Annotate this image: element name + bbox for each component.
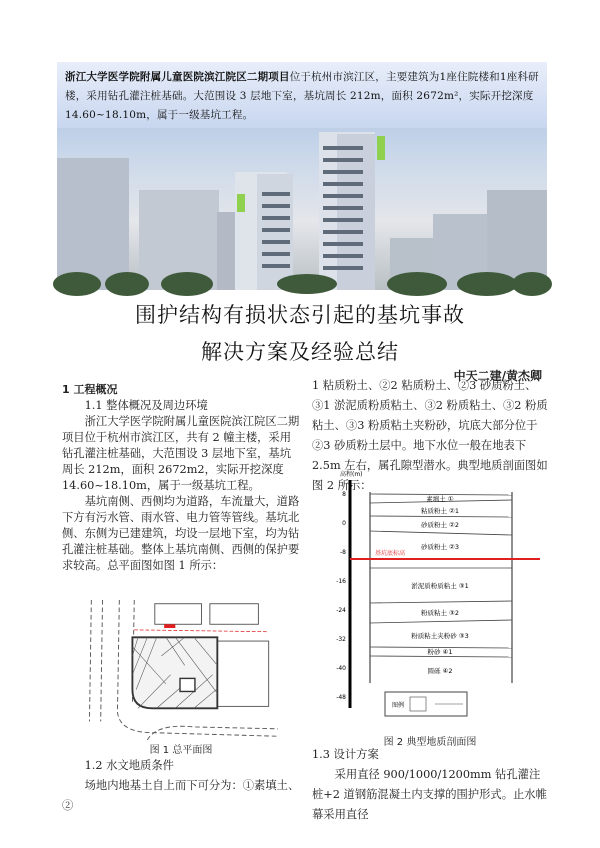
banner-lead: 浙江大学医学院附属儿童医院滨江院区二期项目	[65, 71, 290, 83]
banner-text: 位于杭州市滨江区，主要建筑为1座住院楼和1座科研楼，采用钻孔灌注桩基础。大范围设 3 层地下室，基坑周长 212m，面积 2672m²，实际开挖深度 14.60~18.10m，属于一级基坑工程。	[65, 71, 539, 121]
layer-label: 淤泥质粉质粘土 ③1	[411, 582, 469, 590]
paragraph: 采用直径 900/1000/1200mm 钻孔灌注桩+2 道钢筋混凝土内支撑的围护形式。止水帷幕采用直径	[312, 768, 547, 821]
axis-tick-label: -16	[336, 578, 346, 585]
axis-title: 高程(m)	[340, 471, 363, 478]
hero-banner	[57, 62, 547, 290]
article-title-line2: 解决方案及经验总结	[201, 340, 399, 364]
section-heading-1-1: 1.1 整体概况及周边环境	[84, 399, 208, 412]
banner-summary	[57, 62, 547, 128]
layer-label: 粉质粘土夹粉砂 ③3	[411, 632, 469, 640]
layer-label: 素填土 ①	[426, 495, 454, 503]
figure-1-site-plan	[82, 600, 278, 740]
layer-label: 砂质粉土 ②2	[420, 521, 460, 529]
axis-tick-label: -8	[340, 549, 346, 556]
paragraph: 基坑南侧、西侧均为道路，车流量大，道路下方有污水管、雨水管、电力管等管线。基坑北侧、东侧为已建建筑，均设一层地下室，均为钻孔灌注桩基础。整体上基坑南侧、西侧的保护要求较高。总平面图如图 1 所示：	[62, 495, 300, 572]
axis-tick-label: -32	[336, 636, 346, 643]
layer-label: 砂质粉土 ②3	[420, 543, 460, 551]
axis-tick-label: -40	[336, 665, 346, 672]
figure-2-caption: 图 2 典型地质剖面图	[383, 737, 477, 748]
article-title-line1: 围护结构有损状态引起的基坑事故	[135, 303, 465, 327]
section-heading-1-2: 1.2 水文地质条件	[84, 759, 174, 772]
excavation-label: 基坑底标高	[375, 550, 406, 557]
legend-label: 图例	[392, 702, 405, 709]
right-column-bottom	[312, 745, 548, 825]
axis-tick-label: 8	[342, 491, 346, 498]
layer-label: 圆砾 ④2	[427, 667, 453, 675]
paragraph: 浙江大学医学院附属儿童医院滨江院区二期项目位于杭州市滨江区，共有 2 幢主楼，采用钻孔灌注桩基础，大范围设 3 层地下室，基坑周长 212m，面积 2672m2，实际开挖深度 14.60~18.10m，属于一级基坑工程。	[62, 415, 300, 492]
author: 中天二建/黄杰卿	[453, 369, 542, 383]
layer-label: 粉质粘土 ③2	[420, 609, 460, 617]
axis-tick-label: -48	[336, 694, 346, 701]
layer-label: 粘质粉土 ②1	[420, 507, 460, 515]
section-heading-1: 1 工程概况	[62, 383, 118, 396]
left-column-bottom	[62, 756, 300, 816]
layer-label: 粉砂 ④1	[427, 648, 453, 656]
figure-1-caption: 图 1 总平面图	[149, 745, 213, 756]
left-column	[62, 382, 300, 574]
axis-tick-label: 0	[342, 520, 346, 527]
axis-tick-label: -24	[336, 607, 346, 614]
section-heading-1-3: 1.3 设计方案	[312, 748, 379, 761]
figure-2-geological-section	[336, 470, 540, 728]
paragraph: 1 粘质粉土、②2 粘质粉土、②3 砂质粉土、③1 淤泥质粉质粘土、③2 粉质粘土、③2 粉质粘土、③3 粉质粘土夹粉砂，坑底大部分位于②3 砂质粉土层中。地下水位一般在地表下 2.5m 左右，属孔隙型潜水。典型地质剖面图如图 2 所示：	[312, 379, 548, 492]
paragraph: 场地内地基土自上而下可分为：①素填土、②	[62, 779, 300, 812]
